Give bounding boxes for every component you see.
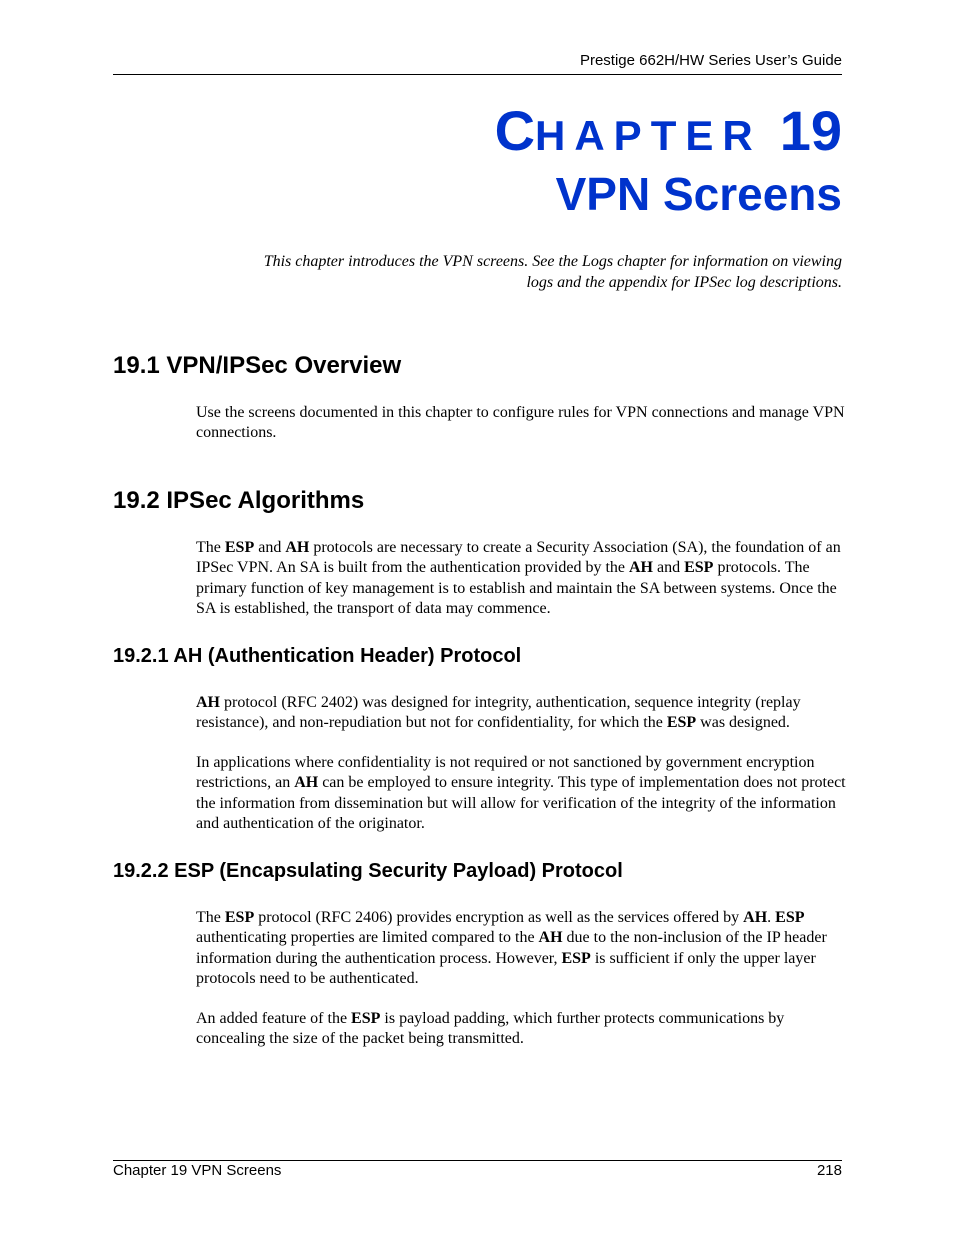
section-heading-19-2-2: 19.2.2 ESP (Encapsulating Security Payload) Protocol	[113, 860, 623, 882]
footer-chapter-label: Chapter 19 VPN Screens	[113, 1162, 282, 1179]
section-heading-19-2-1: 19.2.1 AH (Authentication Header) Protocol	[113, 645, 522, 667]
section-19-2-2-paragraph-2: An added feature of the ESP is payload padding, which further protects communications by concealing the size of the packet being transmitted.	[196, 1010, 785, 1048]
chapter-initial: C	[494, 99, 536, 162]
chapter-title: VPN Screens	[555, 168, 842, 220]
section-heading-19-2: 19.2 IPSec Algorithms	[113, 487, 365, 514]
section-19-1-paragraph: Use the screens documented in this chapter to configure rules for VPN connections and manage VPN connections.	[196, 404, 845, 442]
chapter-small-caps: HAPTER	[535, 112, 762, 159]
intro-line-2: logs and the appendix for IPSec log descriptions.	[526, 273, 842, 291]
section-19-2-1-paragraph-2: In applications where confidentiality is not required or not sanctioned by government encryption restrictions, an AH can be employed to ensure integrity. This type of implementation does not protect the information from dissemination but will allow for verification of the integrity of the information and authentication of the originator.	[196, 754, 846, 832]
section-19-2-2-paragraph-1: The ESP protocol (RFC 2406) provides encryption as well as the services offered by AH. ESP authenticating properties are limited compared to the AH due to the non-inclusion of the IP header information during the authentication process. However, ESP is sufficient if only the upper layer protocols need to be authenticated.	[196, 909, 827, 987]
chapter-number: 19	[779, 99, 842, 162]
chapter-intro	[196, 252, 842, 293]
section-19-2-paragraph: The ESP and AH protocols are necessary to create a Security Association (SA), the foundation of an IPSec VPN. An SA is built from the authentication provided by the AH and ESP protocols. The primary function of key management is to establish and maintain the SA between systems. Once the SA is established, the transport of data may commence.	[196, 539, 841, 617]
chapter-label	[495, 98, 842, 169]
header-divider	[113, 74, 842, 75]
section-heading-19-1: 19.1 VPN/IPSec Overview	[113, 352, 402, 379]
intro-line-1: This chapter introduces the VPN screens. See the Logs chapter for information on viewing	[263, 253, 842, 270]
guide-title: Prestige 662H/HW Series User’s Guide	[579, 52, 842, 69]
footer-divider	[113, 1160, 842, 1161]
section-19-2-1-paragraph-1: AH protocol (RFC 2402) was designed for integrity, authentication, sequence integrity (replay resistance), and non-repudiation but not for confidentiality, for which the ESP was designed.	[196, 694, 801, 732]
page-number: 218	[816, 1162, 842, 1179]
